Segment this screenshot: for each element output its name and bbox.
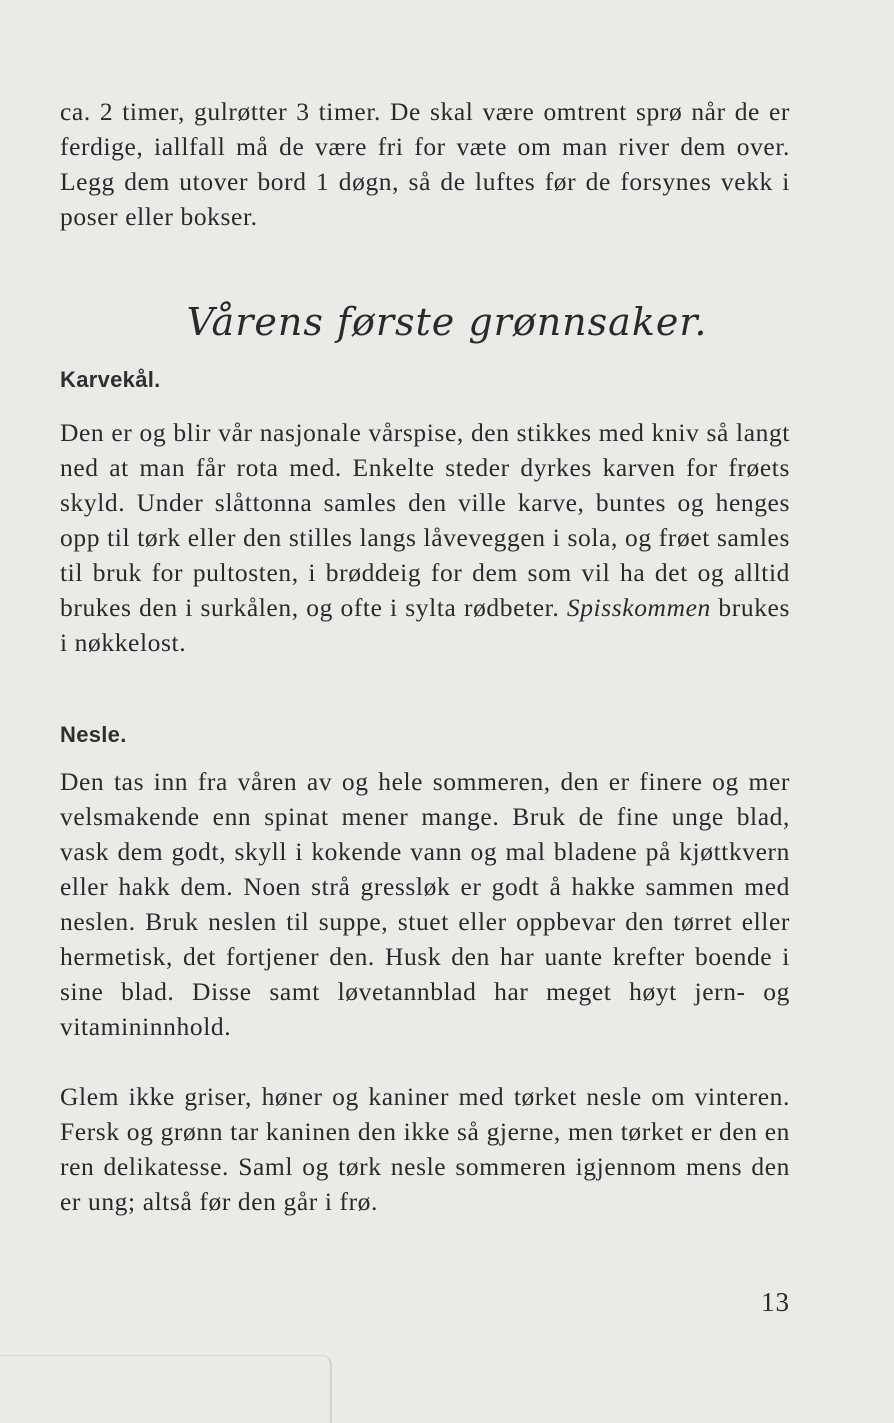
- karvekal-text-main: Den er og blir vår nasjonale vårspise, den stikkes med kniv så langt ned at man får rota med. Enkelte steder dyrkes karven for frøets skyld. Under slåttonna samles den ville karve, buntes og henges opp til tørk eller den stilles langs låveveggen i sola, og frøet samles til bruk for pultosten, i brøddeig for dem som vil ha det og alltid brukes den i surkålen, og ofte i sylta rødbeter.: [60, 418, 790, 622]
- page-number: 13: [761, 1287, 790, 1317]
- nesle-paragraph-1: Den tas inn fra våren av og hele sommeren, den er finere og mer velsmakende enn spinat mener mange. Bruk de fine unge blad, vask dem godt, skyll i kokende vann og mal bladene på kjøttkvern eller hakk dem. Noen strå gressløk er godt å hakke sammen med neslen. Bruk neslen til suppe, stuet eller oppbevar den tørret eller hermetisk, det fortjener den. Husk den har uante krefter boende i sine blad. Disse samt løvetannblad har meget høyt jern- og vitamininnhold.: [60, 767, 790, 1041]
- section-heading-nesle: Nesle.: [60, 722, 127, 747]
- nesle-paragraph-2: Glem ikke griser, høner og kaniner med tørket nesle om vinteren. Fersk og grønn tar kaninen den ikke så gjerne, men tørket er den en ren delikatesse. Saml og tørk nesle sommeren igjennom mens den er ung; altså før den går i frø.: [60, 1082, 790, 1216]
- chapter-title: Vårens første grønnsaker.: [186, 300, 708, 344]
- karvekal-text-italic: Spisskommen: [566, 593, 711, 622]
- karvekal-paragraph: [60, 415, 790, 660]
- karvekal-text-end: brukes i nøkkelost.: [60, 593, 790, 657]
- section-heading-karvekal: Karvekål.: [60, 367, 161, 392]
- intro-paragraph: ca. 2 timer, gulrøtter 3 timer. De skal være omtrent sprø når de er ferdige, iallfall må de være fri for væte om man river dem over. Legg dem utover bord 1 døgn, så de luftes før de forsynes vekk i poser eller bokser.: [60, 97, 790, 231]
- page-tab-edge: [0, 1355, 332, 1423]
